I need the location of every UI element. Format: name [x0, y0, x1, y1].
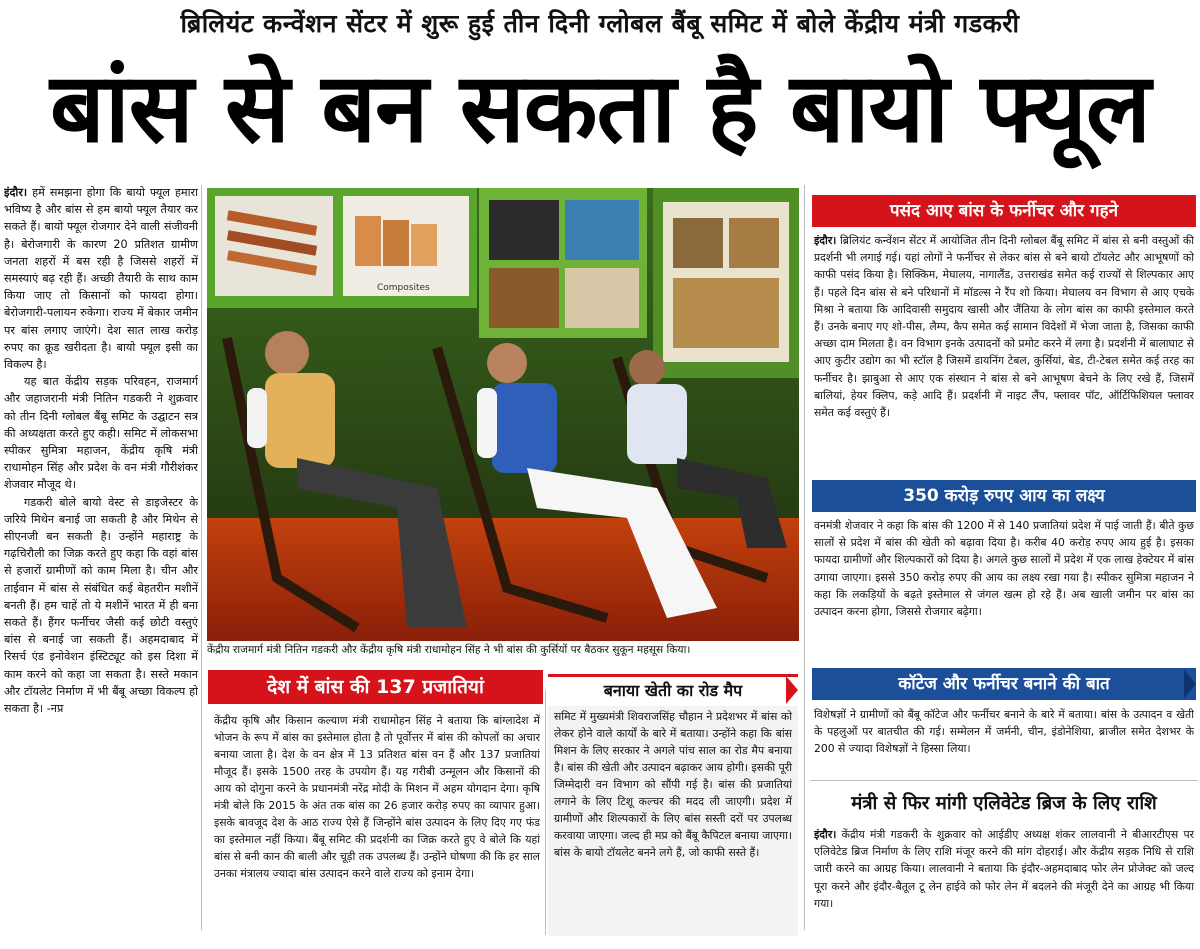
blue-arrow-icon — [1184, 670, 1196, 698]
right1-text: ब्रिलियंट कन्वेंशन सेंटर में आयोजित तीन दिनी ग्लोबल बैंबू समिट में बांस से बनी वस्तुओं की प्रदर्शनी भी लगाई गई। यहां लोगों ने फर्नीचर से लेकर बांस से बने बायो टॉयलेट और आभूषणों को काफी पसंद किया है। सिक्किम, मेघालय, नागालैंड, उत्तराखंड समेत कई राज्यों से शिल्पकार आए हैं। पहले दिन बांस से बने परिधानों में मॉडल्स ने रैंप शो किया। मेघालय वन विभाग से आए एचके मिश्रा ने बताया कि आदिवासी समुदाय खासी और जैंतिया के लोग बांस का काफी इस्तेमाल करते हैं। उनके बनाए गए शो-पीस, लैम्प, कैप समेत कई सामान विदेशों में भेजा जाता है, जिसका काफी अच्छा दाम मिलता है। वन विभाग इनके उत्पादनों को प्रमोट करने में लगा है। प्रदर्शनी में बालाघाट से आए कुटीर उद्योग का भी स्टॉल है जिसमें डायनिंग टेबल, कुर्सियां, बेड, टी-टेबल समेत कई तरह का फर्नीचर है। झाबुआ से आए एक संस्थान ने बांस से बने आभूषण बेचने के लिए रखे हैं, जिसमें बालियां, हेयर क्लिप, कड़े आदि हैं। प्रदर्शनी में नाइट लैंप, फ्लावर पॉट, ऑर्टिफिशियल फ्लावर समेत कई वस्तुएं हैं। — [814, 234, 1194, 420]
headline: बांस से बन सकता है बायो फ्यूल — [50, 52, 1150, 164]
photo-illustration — [207, 188, 799, 641]
left-para-1: हमें समझना होगा कि बायो फ्यूल हमारा भविष्य है और बांस से हम बायो फ्यूल तैयार कर सकते हैं। बायो फ्यूल रोजगार देने वाली संजीवनी है। बेरोजगारी के कारण 20 प्रतिशत ग्रामीण जनता शहरों में बस रही है जिससे शहरों में समस्याएं बढ़ रही हैं। अच्छी तैयारी के साथ काम किया जाए तो किसानों को फायदा होगा। बेरोजगारी-पलायन रुकेगा। राज्य में बेकार जमीन पर बांस लगाए जाएंगे। देश सात लाख करोड़ रुपए का क्रूड खरीदता है। बायो फ्यूल इसी का विकल्प है। — [4, 186, 198, 372]
right3-body: विशेषज्ञों ने ग्रामीणों को बैंबू कॉटेज और फर्नीचर बनाने के बारे में बताया। बांस के उत्पादन व खेती के पहलुओं पर बातचीत की गई। सम्मेलन में जर्मनी, चीन, इंडोनेशिया, ब्राजील समेत देशभर के 200 से ज्यादा विशेषज्ञों ने हिस्सा लिया। — [814, 708, 1194, 756]
right4-title: मंत्री से फिर मांगी एलिवेटेड ब्रिज के लिए राशि — [851, 793, 1157, 814]
right3-title: कॉटेज और फर्नीचर बनाने की बात — [898, 674, 1110, 694]
right1-title-bar — [812, 195, 1196, 227]
box2-body-text: समिट में मुख्यमंत्री शिवराजसिंह चौहान ने प्रदेशभर में बांस को लेकर होने वाले कार्यों के बारे में बताया। उन्होंने कहा कि बांस मिशन के लिए सरकार ने अगले पांच साल का रोड मैप बनाया है। बांस की खेती और उत्पादन बढ़ाकर आय होगी। इसकी पूरी जिम्मेदारी वन विभाग को सौंपी गई है। बांस की प्रजातियां लगाने के लिए टिशू कल्चर की मदद ली जाएगी। प्रदेश में ग्रामीणों और शिल्पकारों के लिए बांस सस्ती दरों पर उपलब्ध करवाया जाएगा। जल्द ही मप्र को बैंबू कैपिटल बनाया जाएगा। बांस के बायो टॉयलेट बनने लगे हैं, जो काफी सस्ते हैं। — [554, 710, 792, 859]
red-arrow-icon — [786, 676, 798, 704]
right1-body — [814, 232, 1194, 472]
column-rule — [804, 185, 805, 930]
box1-body: केंद्रीय कृषि और किसान कल्याण मंत्री राधामोहन सिंह ने बताया कि बांग्लादेश में भोजन के रूप में बांस का इस्तेमाल होता है तो पूर्वोत्तर में बांस की कोपलों का अचार बनाया जाता है। देश के वन क्षेत्र में 13 प्रतिशत बांस वन हैं और 137 प्रजातियां मौजूद हैं। इसके 1500 तरह के उपयोग हैं। यह गरीबी उन्मूलन और किसानों की आय को दोगुना करने के प्रधानमंत्री नरेंद्र मोदी के मिशन में अहम योगदान देगा। कृषि मंत्री बोले कि 2015 के अंत तक बांस का 26 हजार करोड़ रुपए का व्यापार हुआ। इसके बावजूद देश के आठ राज्य ऐसे हैं जिन्होंने बांस उत्पादन के लिए दिए गए फंड का इस्तेमाल नहीं किया। बैंबू समिट की प्रदर्शनी का जिक्र करते हुए वे बोले कि यहां बांस से बनी कान की बाली और चूड़ी तक उपलब्ध हैं। उन्होंने घोषणा की कि हर साल उनका मंत्रालय ज्यादा बांस उत्पादन करने वाले राज्य को इनाम देगा। — [214, 714, 540, 880]
left-para-3: गडकरी बोले बायो वेस्ट से डाइजेस्टर के जरिये मिथेन बनाई जा सकती है और मिथेन से सीएनजी बन सकती है। उन्होंने महाराष्ट्र के गढ़चिरौली का जिक्र करते हुए कहा कि वहां बांस से हजारों ग्रामीणों को काम मिला है। चीन और ताईवान में बांस से संबंधित कई बेहतरीन मशीनें बनती हैं। हम चाहें तो ये मशीनें भारत में ही बना सकते हैं। हैंगर फर्नीचर जैसी कई छोटी वस्तुएं बांस से बनाई जा सकती हैं। अहमदाबाद में रिसर्च एंड इनोवेशन इंस्टिट्यूट को इस दिशा में काम करने को कहा जा सकता है। सस्ते मकान और टॉयलेट निर्माण में भी बैंबू अच्छा विकल्प हो सकता है। -नप्र — [4, 495, 198, 716]
photo-caption: केंद्रीय राजमार्ग मंत्री नितिन गडकरी और केंद्रीय कृषि मंत्री राधामोहन सिंह ने भी बांस की कुर्सियों पर बैठकर सुकून महसूस किया। — [207, 644, 691, 656]
right3-title-bar — [812, 668, 1196, 700]
column-rule — [545, 690, 546, 935]
dateline: इंदौर। — [4, 186, 28, 199]
right1-dateline: इंदौर। — [814, 234, 837, 247]
right4-body — [814, 826, 1194, 941]
box1-title: देश में बांस की 137 प्रजातियां — [267, 676, 484, 698]
box2-body — [548, 706, 798, 936]
left-para-2: यह बात केंद्रीय सड़क परिवहन, राजमार्ग और जहाजरानी मंत्री नितिन गडकरी ने शुक्रवार को तीन दिनी ग्लोबल बैंबू समिट के उद्घाटन सत्र की अध्यक्षता करते हुए कही। समिट में लोकसभा स्पीकर सुमित्रा महाजन, केंद्रीय कृषि मंत्री राधामोहन सिंह और प्रदेश के वन मंत्री गौरीशंकर शेजवार मौजूद थे। — [4, 375, 198, 492]
right4-dateline: इंदौर। — [814, 828, 837, 841]
left-column — [4, 184, 198, 924]
poster-label: Composites — [377, 283, 430, 293]
right4-text: केंद्रीय मंत्री गडकरी के शुक्रवार को आईडीए अध्यक्ष शंकर लालवानी ने बीआरटीएस पर एलिवेटेड ब्रिज निर्माण के लिए राशि मंजूर करने की मांग दोहराई। और केंद्रीय सड़क निधि से राशि जारी करने का आग्रह किया। लालवानी ने बताया कि इंदौर-अहमदाबाद फोर लेन प्रोजेक्ट को जल्द पूरा करने और इंदौर-बैतूल टू लेन हाईवे को फोर लेन में बदलने की मंजूरी देने का आग्रह भी किया गया। — [814, 828, 1194, 910]
box2-title: बनाया खेती का रोड मैप — [603, 681, 743, 700]
right1-title: पसंद आए बांस के फर्नीचर और गहने — [889, 201, 1119, 221]
event-photo — [207, 188, 799, 641]
box2-title-bar — [548, 674, 798, 704]
box1-title-bar — [208, 670, 543, 704]
right2-body: वनमंत्री शेजवार ने कहा कि बांस की 1200 में से 140 प्रजातियां प्रदेश में पाई जाती हैं। बीते कुछ सालों से प्रदेश में बांस की खेती को बढ़ावा दिया है। करीब 40 करोड़ रुपए आय हुई है। इसका फायदा ग्रामीणों और शिल्पकारों को दिया है। अगले कुछ सालों में प्रदेश में एक लाख हेक्टेयर में बांस उगाया जाएगा। इससे 350 करोड़ रुपए की आय का लक्ष्य रखा गया है। स्पीकर सुमित्रा महाजन ने कहा कि लकड़ियों के बढ़ते इस्तेमाल से जंगल खत्म हो रहे हैं। अब खाली जमीन पर बांस का उत्पादन करना होगा, जिससे रोजगार बढ़ेगा। — [814, 519, 1194, 619]
kicker: ब्रिलियंट कन्वेंशन सेंटर में शुरू हुई तीन दिनी ग्लोबल बैंबू समिट में बोले केंद्रीय मंत्री गडकरी — [180, 9, 1020, 38]
column-rule — [201, 185, 202, 930]
right2-title-bar — [812, 480, 1196, 512]
right2-title: 350 करोड़ रुपए आय का लक्ष्य — [903, 486, 1105, 506]
section-rule — [810, 780, 1198, 781]
